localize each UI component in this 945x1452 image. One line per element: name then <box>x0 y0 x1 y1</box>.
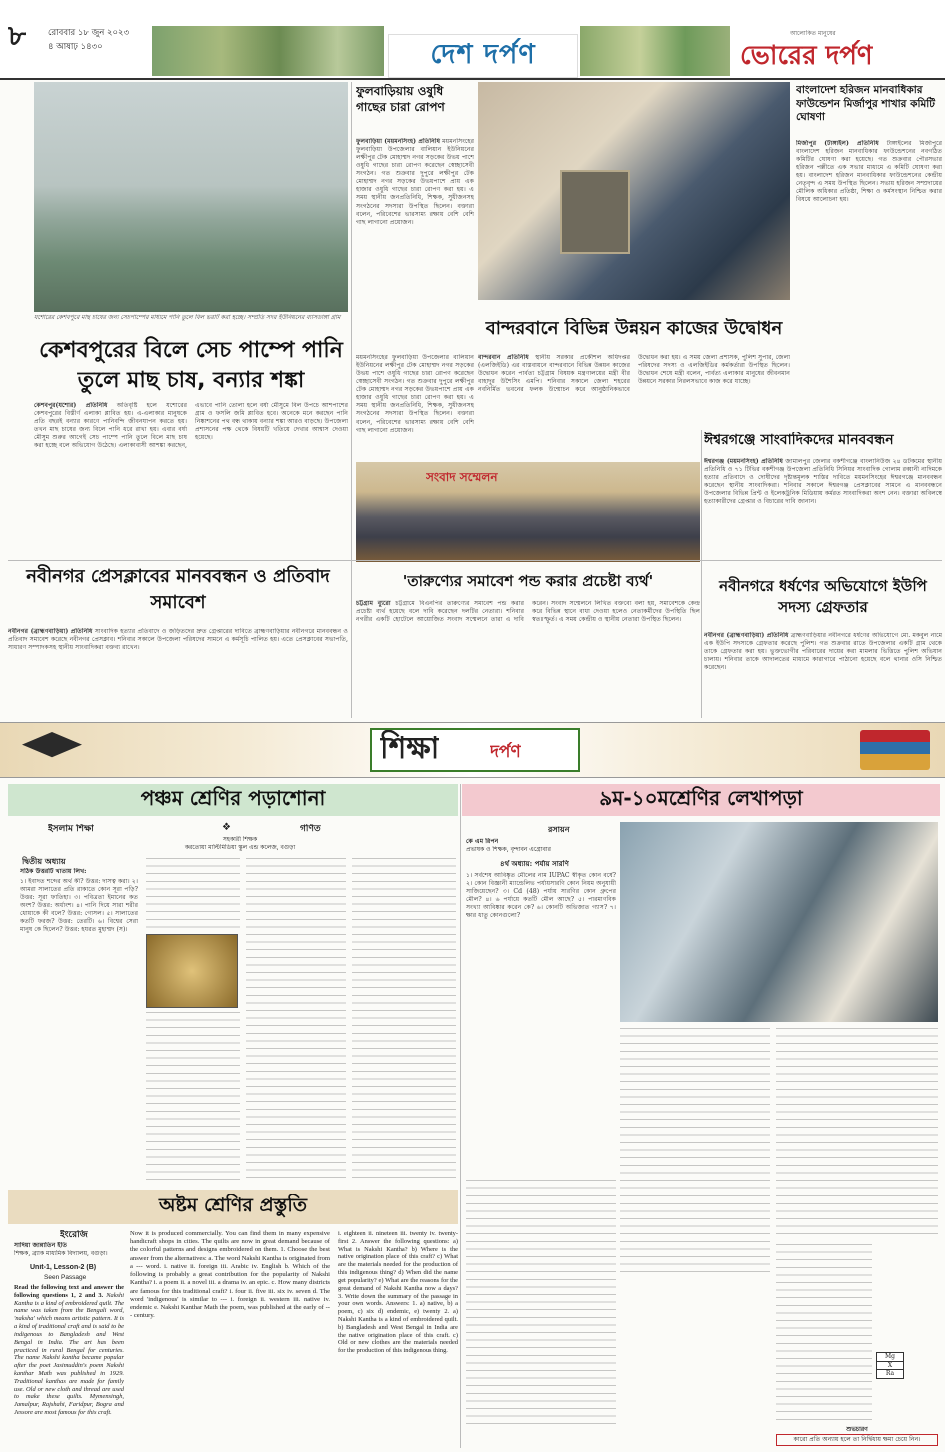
dateline-chattogram: চট্টগ্রাম ব্যুরো <box>356 600 391 607</box>
body-keshabpur: অতিবৃষ্টি হলে যশোরের কেশবপুরের বিস্তীর্ণ এলাকা প্লাবিত হয়। এ-এলাকার মানুষকে প্রতি বছরই বন্যার কারণে পানিবন্দি জীবনযাপন করতে হয়। তখন মাছ চাষের জন্য বিলে পানি ধরে রাখা হয়। এবার বর্ষা মৌসুম শুরুর আগেই সেচ পাম্পে পানি তুলে বিলে মাছ চাষ করা হচ্ছে বলে অভিযোগ উঠেছে। এলাকাবাসী আশঙ্কা করছেন, এভাবে পানি তোলা হলে বর্ষা মৌসুমে বিল উপচে আশপাশের গ্রাম ও ফসলি জমি প্লাবিত হবে। অনেকে মনে করছেন পানি নিষ্কাশনের পথ বন্ধ থাকায় বন্যার শঙ্কা আরও বাড়ছে। উপজেলা প্রশাসনের পক্ষ থেকে বিষয়টি খতিয়ে দেখার আশ্বাস দেওয়া হয়েছে। <box>34 402 348 450</box>
footer-label: শুভচারণ <box>846 1426 868 1433</box>
headline-ishwarganj: ঈশ্বরগঞ্জে সাংবাদিকদের মানববন্ধন <box>704 432 894 448</box>
page-number: ৮ <box>8 19 27 52</box>
element-cell-mg: Mg <box>877 1353 903 1362</box>
class910-questions: ১। সর্বশেষ আবিষ্কৃত মৌলের নাম IUPAC স্বীকৃত কোন বর্ষে? ২। কোন বিজ্ঞানী ম্যান্ডেলিভ পর্যায়সারণি কোন নিয়ম অনুযায়ী সাজিয়েছেন? ৩। Cd (48) পর্যায় সারণির কোন গ্রুপের মৌল? ৪। ৬ পর্যায়ে কতটি মৌল আছে? ৫। পারমাণবিক সংখ্যা আবিষ্কার করেন কে? ৬। কোনটি অভিজাত গ্যাস? ৭। ক্ষার ধাতু কোনগুলো? <box>466 872 616 920</box>
class5-school: করতোয়া মাল্টিমিডিয়া স্কুল এন্ড কলেজ, বগুড়া <box>184 844 296 851</box>
body-fulbaria-cont: ময়মনসিংহের ফুলবাড়িয়া উপজেলার বালিয়ান ইউনিয়নের লক্ষীপুর টেক মোহাম্মদ নগর সড়কের উভয় পাশে ওষুধি গাছের চারা রোপণ করেছেন স্বেচ্ছাসেবী সংগঠন। গত শুক্রবার দুপুরে লক্ষীপুর টেক মোহাম্মদ নগর সড়কের উভয়পাশে প্রায় এক হাজার ওষুধি গাছের চারা রোপণ করা হয়। এ সময় স্থানীয় জনপ্রতিনিধি, শিক্ষক, সুধীজনসহ সংগঠনের সদস্যরা উপস্থিত ছিলেন। বক্তারা বলেন, পরিবেশের ভারসাম্য রক্ষায় বেশি বেশি গাছ লাগানো প্রয়োজন। <box>356 354 474 434</box>
press-banner-text: সংবাদ সম্মেলন <box>426 470 498 484</box>
banner-dorpon: দর্পণ <box>490 742 521 762</box>
press-conference-photo <box>356 462 700 562</box>
element-cell-x: X <box>877 1362 903 1371</box>
class910-teacher: কে এম রিপন <box>466 838 499 845</box>
body-fulbaria: ময়মনসিংহের ফুলবাড়িয়া উপজেলার বালিয়ান ইউনিয়নের লক্ষীপুর টেক মোহাম্মদ নগর সড়কের উভয় পাশে ওষুধি গাছের চারা রোপণ করেছেন স্বেচ্ছাসেবী সংগঠন। গত শুক্রবার দুপুরে লক্ষীপুর টেক মোহাম্মদ নগর সড়কের উভয়পাশে প্রায় এক হাজার ওষুধি গাছের চারা রোপণ করা হয়। এ সময় স্থানীয় জনপ্রতিনিধি, শিক্ষক, সুধীজনসহ সংগঠনের সদস্যরা উপস্থিত ছিলেন। বক্তারা বলেন, পরিবেশের ভারসাম্য রক্ষায় বেশি বেশি গাছ লাগানো প্রয়োজন। <box>356 138 474 226</box>
dateline-mirzapur: মির্জাপুর (টাঙ্গাইল) প্রতিনিধি <box>796 140 879 147</box>
class8-instruction: Read the following text and answer the following questions 1, 2 and 3. <box>14 1284 124 1299</box>
column-divider <box>460 784 461 1448</box>
class8-col1 <box>14 1284 124 1448</box>
class910-col3b-text <box>776 1244 872 1424</box>
section-divider <box>8 560 942 561</box>
banner-siksha: শিক্ষা <box>380 731 440 766</box>
article-fulbaria <box>356 138 474 298</box>
class8-col3: i. eighteen ii. nineteen iii. twenty iv. twenty-first 2. Answer the following questions: a) What is Nakshi Kantha? b) Where is the native origination place of this craft? c) What are the materials needed for the production of this indigenous thing? d) When did the name get popularity? e) What are the reasons for the great demand of Nakshi Kantha now a days? 3. Write down the summary of the passage in your own words. Answers: 1. a) native, b) a poem, c) six d) endemic, e) twenty 2. a) Nakshi Kantha is a kind of embroidered quilt. b) Bangladesh and West Bengal in India are the native origination place of this craft. c) Old or new clothes are the materials needed for the production of this indigenous thing. <box>338 1230 458 1355</box>
class8-title: অষ্টম শ্রেণির প্রস্তুতি <box>158 1194 308 1216</box>
masthead-small: আলোকিত মানুষের <box>790 30 836 37</box>
headline-fulbaria: ফুলবাড়িয়ায় ওষুধি গাছের চারা রোপণ <box>356 84 445 114</box>
article-keshabpur <box>34 402 348 552</box>
body-bandarban: স্থানীয় সরকার প্রকৌশল অধিদপ্তর (এলজিইডি) এর বাস্তবায়নে বান্দরবানে বিভিন্ন উন্নয়ন কাজের উদ্বোধন করেন পার্বত্য চট্টগ্রাম বিষয়ক মন্ত্রণালয়ের মন্ত্রী বীর বাহাদুর উশৈসিং এমপি। শনিবার সকালে জেলা শহরের নবনির্মিত ভবনের ফলক উন্মোচন করে আনুষ্ঠানিকভাবে উদ্বোধন করা হয়। এ সময় জেলা প্রশাসক, পুলিশ সুপার, জেলা পরিষদের সদস্য ও এলজিইডির কর্মকর্তারা উপস্থিত ছিলেন। উদ্বোধন শেষে মন্ত্রী বলেন, পার্বত্য এলাকার মানুষের জীবনমান উন্নয়নে সরকার নিরলসভাবে কাজ করে যাচ্ছে। <box>478 354 790 394</box>
class5-col2-text-b <box>146 1012 240 1180</box>
class5-col4-text <box>352 858 456 1180</box>
headline-nabinagar-up: নবীনগরে ধর্ষণের অভিযোগে ইউপি সদস্য গ্রেফতার <box>719 577 927 616</box>
class910-col1b-text <box>466 1180 616 1430</box>
class910-col3-text <box>776 1028 938 1238</box>
date-line-1: রোববার ১৮ জুন ২০২৩ <box>48 28 130 38</box>
body-mirzapur: টাঙ্গাইলের মির্জাপুরে বাংলাদেশ হরিজন মানবাধিকার ফাউন্ডেশনের নবগঠিত কমিটির ঘোষণা করা হয়েছে। গত শুক্রবার পৌরসভার হরিজন পল্লীতে এক সভার মাধ্যমে এ কমিটি ঘোষণা করা হয়। বাংলাদেশ হরিজন মানবাধিকার ফাউন্ডেশনের কেন্দ্রীয় নেতৃবৃন্দ এ সময় উপস্থিত ছিলেন। সভায় হরিজন সম্প্রদায়ের মৌলিক অধিকার প্রতিষ্ঠা, শিক্ষা ও কর্মসংস্থান নিশ্চিত করার বিষয়ে আলোচনা হয়। <box>796 140 942 204</box>
footer-note: কারো প্রতি অন্যায় হলে তা নির্দ্বিধায় ক্ষমা চেয়ে নিন। <box>776 1434 938 1446</box>
class5-title: পঞ্চম শ্রেণির পড়াশোনা <box>140 786 326 810</box>
class8-lesson: Unit-1, Lesson-2 (B) <box>30 1264 97 1271</box>
class5-subject-left: ইসলাম শিক্ষা <box>48 824 94 834</box>
article-nabinagar-press <box>8 628 348 718</box>
body-chattogram: চট্টগ্রামে বিএনপির তারুণ্যের সমাবেশ পন্ড করার প্রচেষ্টা ব্যর্থ হয়েছে বলে দাবি করেছেন দলটির নেতারা। শনিবার নগরীর একটি হোটেলে আয়োজিত সংবাদ সম্মেলনে তারা এ দাবি করেন। সংবাদ সম্মেলনে লিখিত বক্তব্যে বলা হয়, সমাবেশকে কেন্দ্র করে বিভিন্ন স্থানে বাধা দেওয়া হলেও নেতাকর্মীদের উপস্থিতি ছিল স্বতঃস্ফূর্ত। এ সময় কেন্দ্রীয় ও স্থানীয় নেতারা উপস্থিত ছিলেন। <box>356 600 700 624</box>
header-photo-strip-left <box>152 26 384 76</box>
class910-subject: রসায়ন <box>548 824 570 834</box>
article-mirzapur <box>796 140 942 430</box>
class5-diamond-icon: ❖ <box>222 822 231 833</box>
date-line-2: ৪ আষাঢ় ১৪৩০ <box>48 42 103 52</box>
class8-subject: ইংরেজি <box>60 1230 88 1240</box>
class8-col2: Now it is produced commercially. You can find them in many expensive handicraft shops in cities. The quilts are now in great demand because of the colorful patterns and designs embroidered on them. 1. Choose the best answer from the alternatives: a. The word Nakshi Kantha is originated from a --- word. i. native ii. foreign iii. Arabic iv. English b. Which of the following is probably a great contribution for the popularity of Nakshi Kantha? i. a poem ii. a novel iii. a drama iv. an epic. c. How many districts are famous for this traditional craft? i. four ii. five iii. six iv. seven d. The word 'indigenous' is similar to --- i. foreign ii. western iii. native iv. endemic e. Nakshi Kanthar Math the poem, was published at the early of --- century. <box>130 1230 330 1320</box>
dateline-ishwarganj: ঈশ্বরগঞ্জ (ময়মনসিংহ) প্রতিনিধি <box>704 458 783 465</box>
header-photo-strip-right <box>580 26 730 76</box>
column-divider <box>701 430 702 718</box>
body-nabinagar-up: ব্রাহ্মণবাড়িয়ার নবীনগরে ধর্ষণের অভিযোগে মো. মকবুল নামে এক ইউপি সদস্যকে গ্রেফতার করেছে পুলিশ। গত শুক্রবার রাতে উপজেলার একটি গ্রাম থেকে তাকে গ্রেফতার করা হয়। ভুক্তভোগীর পরিবারের দায়ের করা মামলার ভিত্তিতে পুলিশ অভিযান চালায়। শনিবার তাকে আদালতের মাধ্যমে কারাগারে পাঠানো হয়েছে বলে থানার ওসি নিশ্চিত করেছেন। <box>704 632 942 672</box>
class5-subject-right: গণিত <box>300 824 321 834</box>
body-ishwarganj: জামালপুর জেলার বকশীগঞ্জে বাংলানিউজ ২৪ ডটকমের স্থানীয় প্রতিনিধি ও ৭১ টিভির বকশীগঞ্জ উপজেলা প্রতিনিধি সিনিয়র সাংবাদিক গোলাম রব্বানী নাদিমকে হত্যার প্রতিবাদে ও দোষীদের দৃষ্টান্তমূলক শাস্তির দাবিতে ময়মনসিংহের ঈশ্বরগঞ্জে মানববন্ধন করেছেন স্থানীয় সাংবাদিকরা। শনিবার সকালে ঈশ্বরগঞ্জ প্রেসক্লাবের সামনে এ মানববন্ধনে উপজেলার বিভিন্ন প্রিন্ট ও ইলেকট্রনিক মিডিয়ায় কর্মরত সাংবাদিকরা অংশ নেন। বক্তারা অবিলম্বে হত্যাকারীদের গ্রেপ্তার ও বিচারের দাবি জানান। <box>704 458 942 506</box>
plaque <box>560 170 630 254</box>
dateline-nabinagar-press: নবীনগর (ব্রাহ্মণবাড়িয়া) প্রতিনিধি <box>8 628 93 635</box>
class8-passage-label: Seen Passage <box>44 1274 87 1281</box>
article-nabinagar-up <box>704 632 942 718</box>
class8-school: শিক্ষক, ব্র্যাক মাধ্যমিক বিদ্যালয়, বগুড়া। <box>14 1250 108 1257</box>
dateline-nabinagar-up: নবীনগর (ব্রাহ্মণবাড়িয়া) প্রতিনিধি <box>704 632 789 639</box>
paddy-field-photo <box>34 82 348 312</box>
headline-bandarban: বান্দরবানে বিভিন্ন উন্নয়ন কাজের উদ্বোধন <box>485 318 783 339</box>
section-title: দেশ দর্পণ <box>430 39 536 70</box>
class910-title: ৯ম-১০মশ্রেণির লেখাপড়া <box>599 786 803 810</box>
class5-section: সঠিক উত্তরটি খাতায় লিখ: <box>20 868 87 875</box>
masthead-logo: ভোরের দর্পণ <box>740 41 873 71</box>
class910-col2-text <box>620 1028 770 1278</box>
books-icon <box>860 730 930 770</box>
article-fulbaria-cont <box>356 354 474 456</box>
dateline-fulbaria: ফুলবাড়িয়া (ময়মনসিংহ) প্রতিনিধি <box>356 138 441 145</box>
headline-mirzapur: বাংলাদেশ হরিজন মানবাধিকার ফাউন্ডেশন মির্জাপুর শাখার কমিটি ঘোষণা <box>796 84 936 124</box>
article-chattogram <box>356 600 700 718</box>
class910-chapter: ৪র্থ অধ্যায়: পর্যায় সারণি <box>500 860 569 868</box>
article-ishwarganj <box>704 458 942 570</box>
dateline-bandarban: বান্দরবান প্রতিনিধি <box>478 354 529 361</box>
dateline-keshabpur: কেশবপুর(যশোর) প্রতিনিধি <box>34 402 108 409</box>
element-cell-ra: Ra <box>885 1370 895 1377</box>
class8-teacher: সাদিয়া জান্নাতিন ইতি <box>14 1242 68 1249</box>
class910-school: প্রভাষক ও শিক্ষক, বৃন্দাবন এগ্রোবার <box>466 846 551 853</box>
class5-chapter: দ্বিতীয় অধ্যায় <box>22 856 66 866</box>
header-rule <box>0 78 945 80</box>
headline-keshabpur: কেশবপুরের বিলে সেচ পাম্পে পানি তুলে মাছ চাষ, বন্যার শঙ্কা <box>39 338 343 393</box>
class5-questions: ১। ইবাদত শব্দের অর্থ কী? উত্তর: দাসত্ব করা। ২। আমরা সালাতের প্রতি রাকাতে কোন সূরা পড়ি? উত্তর: সূরা ফাতিহা। ৩। পবিত্রতা ইমানের কত অংশ? উত্তর: অর্ধাংশ। ৪। পানি দিয়ে সারা শরীর ধোয়াকে কী বলে? উত্তর: গোসল। ৫। সালাতের কতটি ফরজ? উত্তর: তেরটি। ৬। বিশ্বের সেরা মানুষ কে ছিলেন? উত্তর: হযরত মুহাম্মদ (স)। <box>20 878 138 934</box>
class5-col2-text <box>146 858 240 930</box>
headline-chattogram: 'তারুণ্যের সমাবেশ পন্ড করার প্রচেষ্টা ব্যর্থ' <box>402 572 654 590</box>
ceremony-photo <box>478 82 790 300</box>
headline-nabinagar-press: নবীনগর প্রেসক্লাবের মানববন্ধন ও প্রতিবাদ সমাবেশ <box>26 566 330 614</box>
element-table <box>876 1352 904 1379</box>
column-divider <box>351 82 352 718</box>
body-nabinagar-press: সাংবাদিক হত্যার প্রতিবাদে ও জড়িতদের দ্রুত গ্রেপ্তারের দাবিতে ব্রাহ্মণবাড়িয়ার নবীনগরে মানববন্ধন ও প্রতিবাদ সমাবেশ করেছে নবীনগর প্রেসক্লাব। শনিবার সকালে উপজেলা পরিষদের সামনে এ কর্মসূচি পালিত হয়। এতে প্রেসক্লাবের সভাপতি, সাধারণ সম্পাদকসহ স্থানীয় সাংবাদিকরা বক্তব্য রাখেন। <box>8 628 348 652</box>
class5-calligraphy-image <box>146 934 238 1008</box>
class8-passage: Nakshi Kantha is a kind of embroidered quilt. The name was taken from the Bengali word, 'naksha' which means artistic pattern. It is a kind of traditional craft and is said to be indigenous to Bangladesh and West Bengal in India. The art has been practiced in rural Bengal for centuries. The name Nakshi kantha became popular after the poet Jasimuddin's poem Nakshi kanthar Math was published in 1929. Traditional kanthas are made for family use. Old or new cloth and thread are used to make these quilts. Mymensingh, Jamalpur, Rajshahi, Faridpur, Bogra and Jessore are most famous for this craft. <box>14 1291 124 1416</box>
students-photo <box>620 822 938 1022</box>
page-header <box>0 0 945 78</box>
class5-teacher: সহকারী শিক্ষক <box>222 836 258 843</box>
class5-col3-text <box>246 858 346 1180</box>
photo-caption: যশোরের কেশবপুরে মাছ চাষের জন্য সেচপাম্পের মাধ্যমে পানি তুলে বিল ভরাট করা হচ্ছে। সম্প্রতি সদর ইউনিয়নের ব্যাসডাঙ্গা গ্রাম <box>34 314 341 321</box>
